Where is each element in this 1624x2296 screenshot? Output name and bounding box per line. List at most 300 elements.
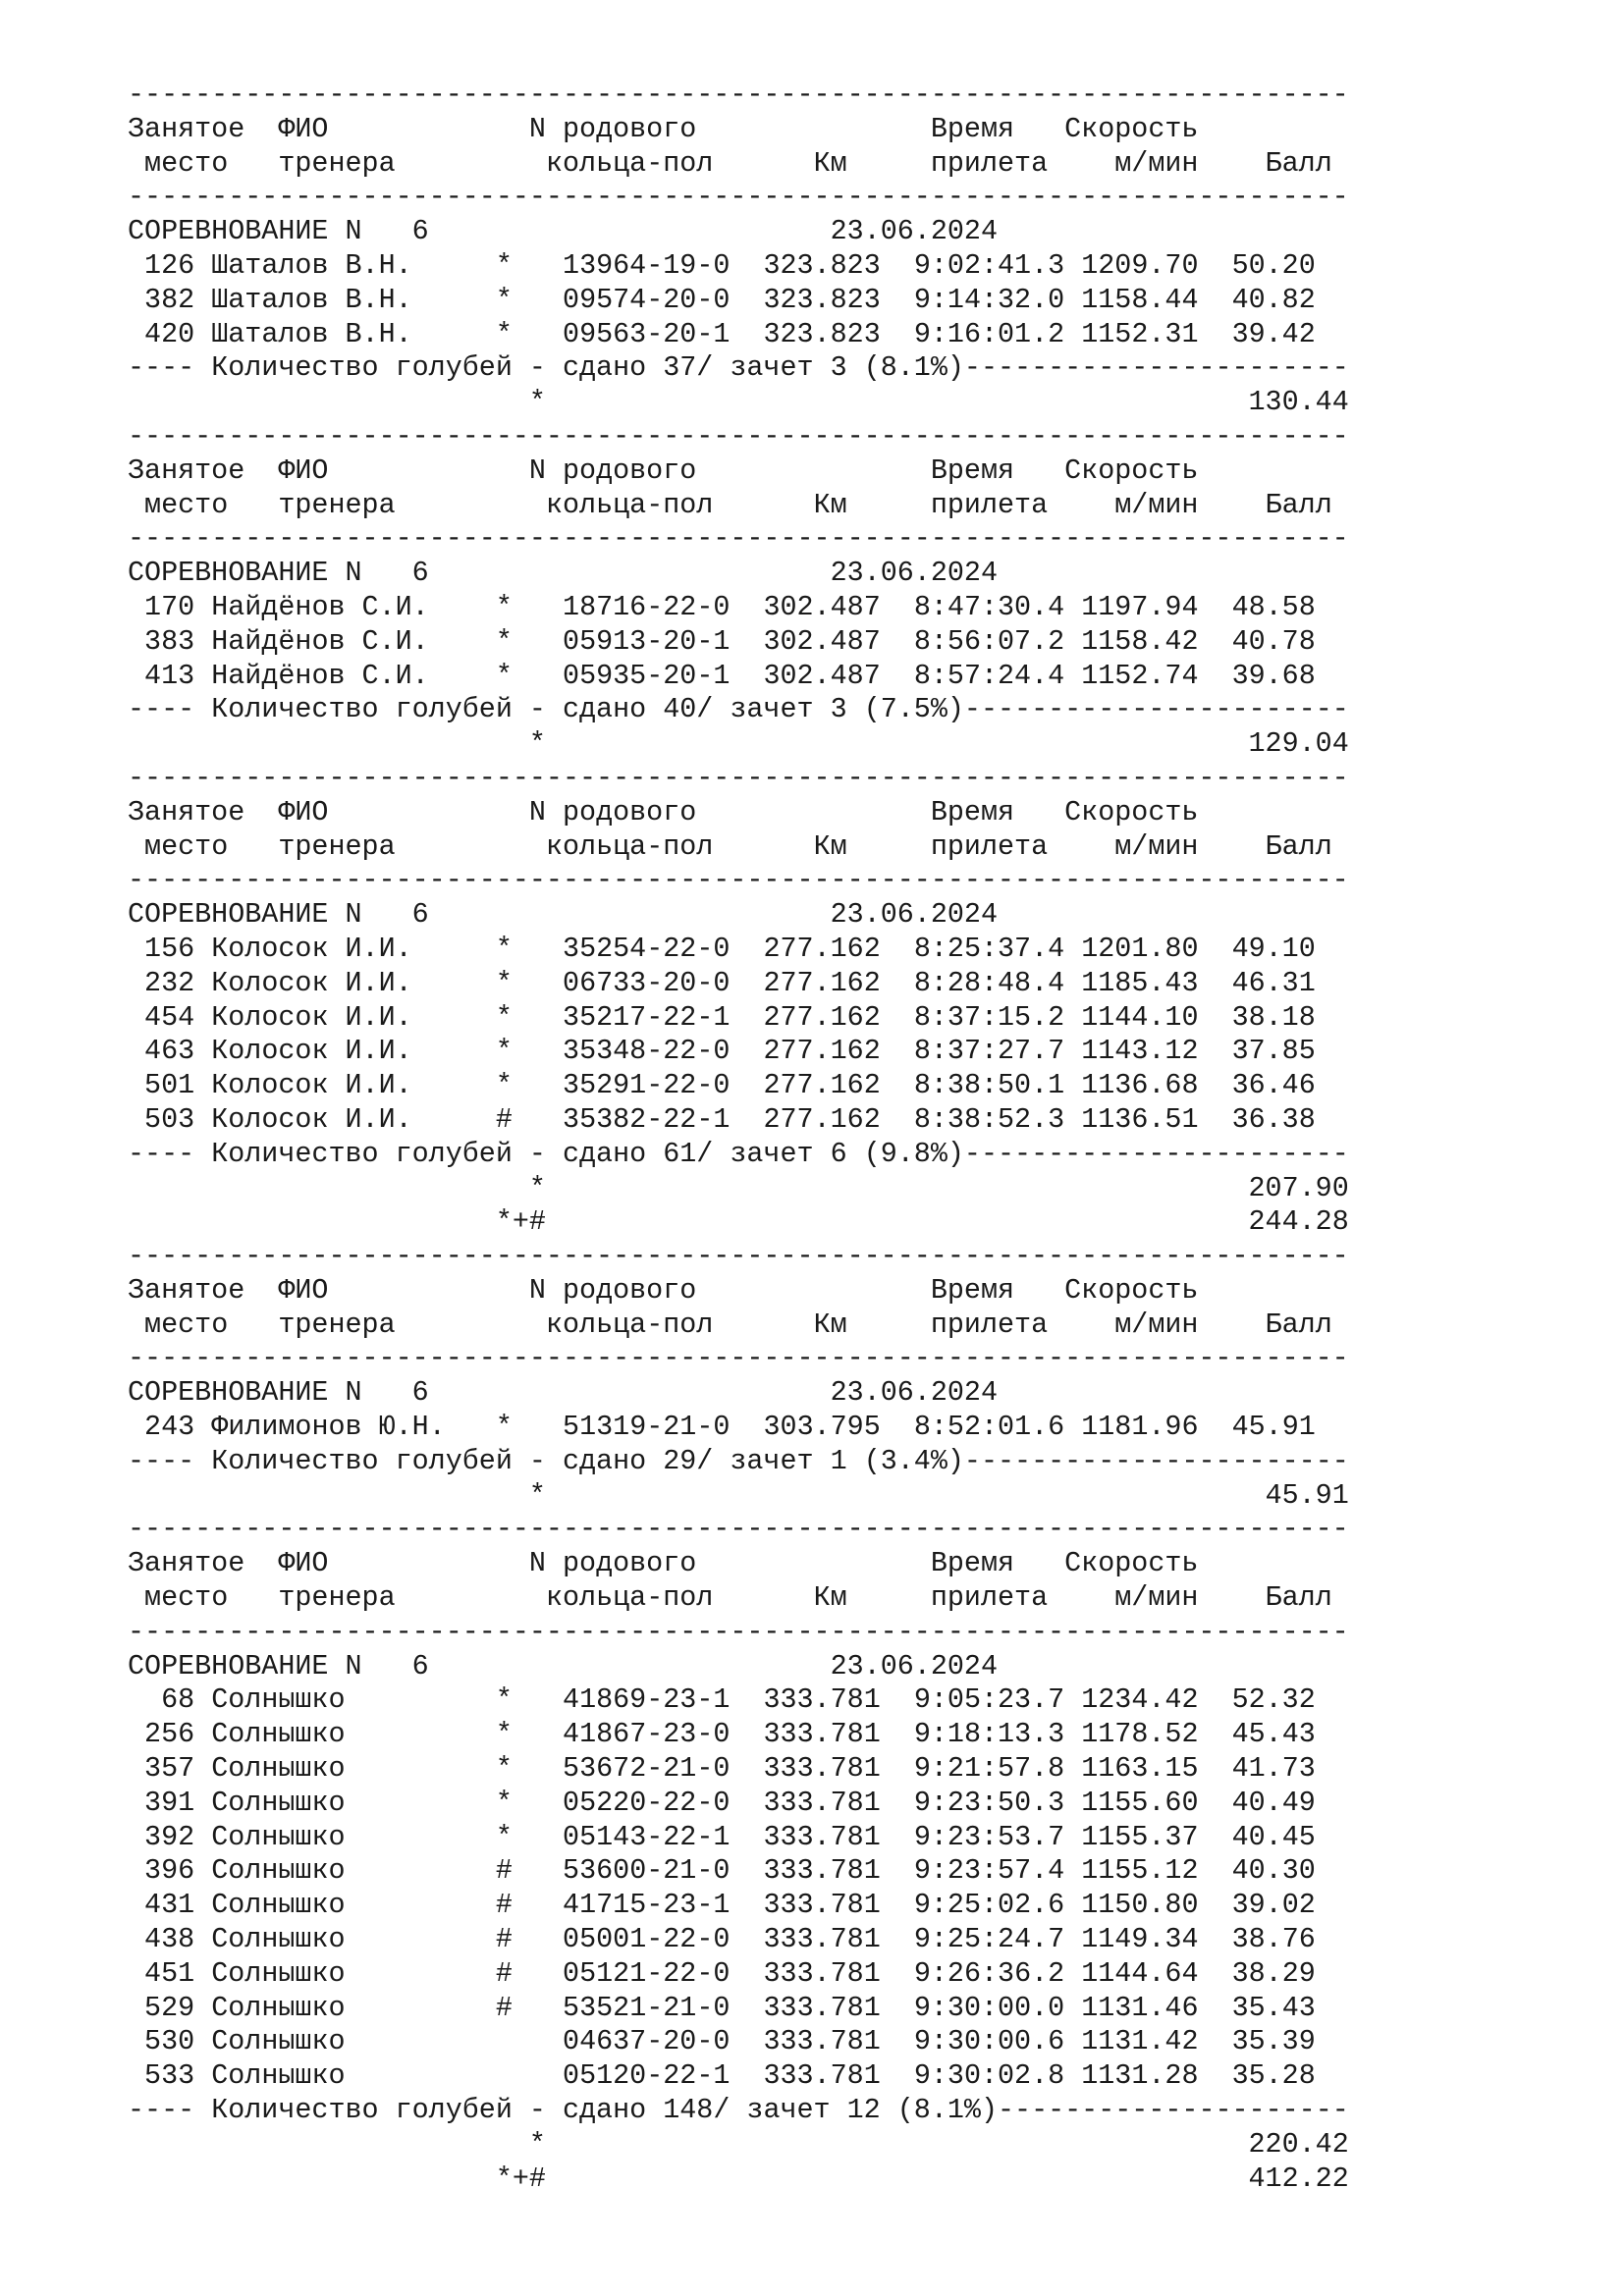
mark: * [495, 1411, 513, 1444]
results-sheet [128, 79, 1502, 2196]
score: 37.85 [1231, 1035, 1316, 1068]
competition-date: 23.06.2024 [830, 557, 998, 590]
ring-number: 41869-23-1 [563, 1683, 731, 1717]
mark: * [495, 1786, 513, 1819]
col-head-place: Занятое [128, 112, 245, 145]
mark: # [495, 1889, 513, 1922]
place: 501 [144, 1069, 195, 1102]
trainer-name: Колосок И.И. [211, 1035, 412, 1068]
result-row [128, 284, 1502, 318]
speed: 1131.28 [1081, 2059, 1199, 2093]
distance-km: 333.781 [763, 2059, 881, 2093]
speed: 1144.64 [1081, 1956, 1199, 1990]
distance-km: 302.487 [763, 590, 881, 623]
col-head-place-2: место [144, 829, 229, 863]
place: 126 [144, 248, 195, 282]
distance-km: 333.781 [763, 1820, 881, 1853]
place: 463 [144, 1035, 195, 1068]
score: 40.82 [1231, 283, 1316, 316]
mark: * [495, 1683, 513, 1717]
distance-km: 277.162 [763, 966, 881, 999]
place: 530 [144, 2025, 195, 2058]
col-head-speed-2: м/мин [1114, 488, 1199, 521]
result-row [128, 2025, 1502, 2059]
col-head-speed-2: м/мин [1114, 1308, 1199, 1341]
col-head-ring: N родового [528, 795, 697, 828]
col-head-km: Км [813, 829, 847, 863]
mark: * [495, 1069, 513, 1102]
place: 256 [144, 1718, 195, 1751]
col-head-speed-2: м/мин [1114, 829, 1199, 863]
distance-km: 333.781 [763, 1889, 881, 1922]
ring-number: 05220-22-0 [563, 1786, 731, 1819]
score: 39.68 [1231, 659, 1316, 692]
result-row [128, 1889, 1502, 1923]
result-row [128, 1683, 1502, 1718]
trainer-name: Солнышко [211, 2059, 346, 2093]
ring-number: 05121-22-0 [563, 1956, 731, 1990]
score: 38.29 [1231, 1956, 1316, 1990]
score: 40.30 [1231, 1854, 1316, 1888]
trainer-name: Колосок И.И. [211, 1000, 412, 1034]
distance-km: 277.162 [763, 1102, 881, 1136]
total-score: 412.22 [1248, 2162, 1349, 2195]
col-head-km: Км [813, 1308, 847, 1341]
ring-number: 41715-23-1 [563, 1889, 731, 1922]
arrival-time: 9:16:01.2 [913, 317, 1065, 350]
separator-line: ------------------------------------------------------------------------- [128, 181, 1349, 214]
result-row [128, 1854, 1502, 1889]
speed: 1131.42 [1081, 2025, 1199, 2058]
result-row [128, 1718, 1502, 1752]
col-head-ring-2: кольца-пол [545, 1581, 714, 1615]
col-head-time-2: прилета [930, 146, 1049, 180]
score: 45.43 [1231, 1718, 1316, 1751]
count-line: ---- Количество голубей - сдано 40/ зачет 3 (7.5%)----------------------- [128, 693, 1349, 726]
total-mark: * [528, 386, 546, 419]
col-head-time: Время [930, 1273, 1015, 1307]
mark: * [495, 966, 513, 999]
arrival-time: 9:30:00.6 [913, 2025, 1065, 2058]
score: 40.49 [1231, 1786, 1316, 1819]
credited-count: 1 [830, 1444, 847, 1477]
place: 533 [144, 2059, 195, 2093]
speed: 1234.42 [1081, 1683, 1199, 1717]
col-head-place: Занятое [128, 454, 245, 487]
speed: 1209.70 [1081, 248, 1199, 282]
result-row [128, 1411, 1502, 1445]
distance-km: 277.162 [763, 1035, 881, 1068]
speed: 1150.80 [1081, 1889, 1199, 1922]
arrival-time: 8:38:50.1 [913, 1069, 1065, 1102]
mark: * [495, 624, 513, 658]
trainer-name: Найдёнов С.И. [211, 624, 429, 658]
speed: 1197.94 [1081, 590, 1199, 623]
trainer-name: Солнышко [211, 1752, 346, 1786]
ring-number: 04637-20-0 [563, 2025, 731, 2058]
place: 438 [144, 1923, 195, 1956]
competition-number: 6 [411, 557, 429, 590]
trainer-name: Шаталов В.Н. [211, 248, 412, 282]
distance-km: 333.781 [763, 1718, 881, 1751]
col-head-ring-2: кольца-пол [545, 488, 714, 521]
col-head-name-2: тренера [278, 488, 396, 521]
speed: 1155.12 [1081, 1854, 1199, 1888]
ring-number: 05143-22-1 [563, 1820, 731, 1853]
col-head-score: Балл [1265, 488, 1332, 521]
trainer-name: Солнышко [211, 1923, 346, 1956]
speed: 1144.10 [1081, 1000, 1199, 1034]
separator-line: ------------------------------------------------------------------------- [128, 419, 1349, 453]
score: 50.20 [1231, 248, 1316, 282]
arrival-time: 9:23:50.3 [913, 1786, 1065, 1819]
separator-line: ------------------------------------------------------------------------- [128, 1513, 1349, 1546]
ring-number: 13964-19-0 [563, 248, 731, 282]
col-head-speed: Скорость [1064, 454, 1199, 487]
total-score: 45.91 [1265, 1478, 1349, 1512]
competition-label: СОРЕВНОВАНИЕ N [128, 557, 362, 590]
arrival-time: 9:30:02.8 [913, 2059, 1065, 2093]
col-head-km: Км [813, 1581, 847, 1615]
credit-percent: (8.1%) [896, 2094, 998, 2127]
col-head-name: ФИО [278, 1547, 329, 1580]
col-head-time: Время [930, 454, 1015, 487]
col-head-place: Занятое [128, 795, 245, 828]
trainer-name: Солнышко [211, 1854, 346, 1888]
competition-date: 23.06.2024 [830, 1376, 998, 1410]
count-label: Количество голубей - сдано [211, 2094, 647, 2127]
col-head-place: Занятое [128, 1547, 245, 1580]
result-row [128, 625, 1502, 660]
total-line [128, 727, 1502, 762]
place: 156 [144, 932, 195, 965]
distance-km: 333.781 [763, 1752, 881, 1786]
competition-date: 23.06.2024 [830, 1649, 998, 1682]
total-mark: * [528, 2127, 546, 2161]
header-row-1 [128, 113, 1502, 147]
col-head-ring: N родового [528, 112, 697, 145]
total-mark: * [528, 1478, 546, 1512]
place: 413 [144, 659, 195, 692]
arrival-time: 9:14:32.0 [913, 283, 1065, 316]
mark: * [495, 590, 513, 623]
distance-km: 333.781 [763, 1991, 881, 2024]
speed: 1158.42 [1081, 624, 1199, 658]
distance-km: 277.162 [763, 1000, 881, 1034]
col-head-name-2: тренера [278, 1581, 396, 1615]
credited-count: 12 [846, 2094, 881, 2127]
col-head-km: Км [813, 146, 847, 180]
place: 451 [144, 1956, 195, 1990]
ring-number: 35291-22-0 [563, 1069, 731, 1102]
trainer-name: Солнышко [211, 1820, 346, 1853]
distance-km: 277.162 [763, 932, 881, 965]
col-head-name: ФИО [278, 1273, 329, 1307]
arrival-time: 9:30:00.0 [913, 1991, 1065, 2024]
header-row-2 [128, 830, 1502, 865]
place: 357 [144, 1752, 195, 1786]
trainer-name: Солнышко [211, 1718, 346, 1751]
col-head-time: Время [930, 112, 1015, 145]
score: 52.32 [1231, 1683, 1316, 1717]
distance-km: 333.781 [763, 2025, 881, 2058]
place: 68 [161, 1683, 195, 1717]
count-label: Количество голубей - сдано [211, 693, 647, 726]
credited-count: 3 [830, 351, 847, 385]
score: 38.18 [1231, 1000, 1316, 1034]
total-score: 207.90 [1248, 1171, 1349, 1204]
speed: 1152.31 [1081, 317, 1199, 350]
trainer-name: Филимонов Ю.Н. [211, 1411, 446, 1444]
trainer-name: Колосок И.И. [211, 932, 412, 965]
col-head-speed-2: м/мин [1114, 1581, 1199, 1615]
place: 170 [144, 590, 195, 623]
competition-line [128, 1376, 1502, 1411]
result-row [128, 1821, 1502, 1855]
mark: * [495, 1035, 513, 1068]
competition-date: 23.06.2024 [830, 215, 998, 248]
speed: 1201.80 [1081, 932, 1199, 965]
mark: * [495, 1752, 513, 1786]
distance-km: 323.823 [763, 317, 881, 350]
col-head-place-2: место [144, 1308, 229, 1341]
arrival-time: 8:57:24.4 [913, 659, 1065, 692]
competition-number: 6 [411, 898, 429, 932]
header-row-1 [128, 1274, 1502, 1308]
result-row [128, 933, 1502, 967]
score: 40.78 [1231, 624, 1316, 658]
credit-label: зачет [730, 693, 814, 726]
trainer-name: Колосок И.И. [211, 1069, 412, 1102]
ring-number: 53600-21-0 [563, 1854, 731, 1888]
mark: # [495, 1956, 513, 1990]
arrival-time: 8:47:30.4 [913, 590, 1065, 623]
place: 529 [144, 1991, 195, 2024]
result-row [128, 1035, 1502, 1069]
speed: 1178.52 [1081, 1718, 1199, 1751]
competition-date: 23.06.2024 [830, 898, 998, 932]
credit-percent: (3.4%) [863, 1444, 964, 1477]
ring-number: 05935-20-1 [563, 659, 731, 692]
col-head-time-2: прилета [930, 1581, 1049, 1615]
handed-count: 37 [663, 351, 697, 385]
score: 49.10 [1231, 932, 1316, 965]
mark: * [495, 248, 513, 282]
trainer-name: Солнышко [211, 1683, 346, 1717]
distance-km: 277.162 [763, 1069, 881, 1102]
competition-label: СОРЕВНОВАНИЕ N [128, 1376, 362, 1410]
col-head-name: ФИО [278, 112, 329, 145]
speed: 1136.68 [1081, 1069, 1199, 1102]
trainer-name: Солнышко [211, 1786, 346, 1819]
col-head-ring-2: кольца-пол [545, 146, 714, 180]
place: 243 [144, 1411, 195, 1444]
place: 420 [144, 317, 195, 350]
arrival-time: 9:23:57.4 [913, 1854, 1065, 1888]
distance-km: 323.823 [763, 248, 881, 282]
arrival-time: 9:26:36.2 [913, 1956, 1065, 1990]
trainer-name: Колосок И.И. [211, 1102, 412, 1136]
handed-count: 61 [663, 1137, 697, 1170]
ring-number: 05120-22-1 [563, 2059, 731, 2093]
result-row [128, 1992, 1502, 2026]
place: 503 [144, 1102, 195, 1136]
total-line [128, 386, 1502, 420]
distance-km: 333.781 [763, 1854, 881, 1888]
col-head-speed-2: м/мин [1114, 146, 1199, 180]
header-row-2 [128, 1308, 1502, 1343]
col-head-score: Балл [1265, 1308, 1332, 1341]
col-head-name: ФИО [278, 795, 329, 828]
trainer-name: Солнышко [211, 2025, 346, 2058]
col-head-time-2: прилета [930, 829, 1049, 863]
col-head-name-2: тренера [278, 1308, 396, 1341]
handed-count: 148 [663, 2094, 714, 2127]
competition-number: 6 [411, 1649, 429, 1682]
header-row-1 [128, 454, 1502, 489]
ring-number: 53521-21-0 [563, 1991, 731, 2024]
place: 431 [144, 1889, 195, 1922]
col-head-time: Время [930, 1547, 1015, 1580]
mark: * [495, 283, 513, 316]
col-head-ring-2: кольца-пол [545, 1308, 714, 1341]
ring-number: 09563-20-1 [563, 317, 731, 350]
count-line: ---- Количество голубей - сдано 61/ зачет 6 (9.8%)----------------------- [128, 1137, 1349, 1170]
credited-count: 3 [830, 693, 847, 726]
total-line [128, 1479, 1502, 1514]
speed: 1149.34 [1081, 1923, 1199, 1956]
separator-line: ------------------------------------------------------------------------- [128, 1342, 1349, 1375]
distance-km: 333.781 [763, 1956, 881, 1990]
ring-number: 35348-22-0 [563, 1035, 731, 1068]
total-score: 244.28 [1248, 1205, 1349, 1239]
mark: * [495, 932, 513, 965]
col-head-name-2: тренера [278, 829, 396, 863]
col-head-place: Занятое [128, 1273, 245, 1307]
score: 35.43 [1231, 1991, 1316, 2024]
count-line: ---- Количество голубей - сдано 29/ зачет 1 (3.4%)----------------------- [128, 1444, 1349, 1477]
ring-number: 18716-22-0 [563, 590, 731, 623]
competition-line [128, 898, 1502, 933]
credit-percent: (8.1%) [863, 351, 964, 385]
arrival-time: 8:52:01.6 [913, 1411, 1065, 1444]
result-row [128, 591, 1502, 625]
competition-number: 6 [411, 1376, 429, 1410]
col-head-speed: Скорость [1064, 795, 1199, 828]
mark: * [495, 1000, 513, 1034]
speed: 1152.74 [1081, 659, 1199, 692]
total-line [128, 1172, 1502, 1206]
result-row [128, 1103, 1502, 1138]
mark: # [495, 1102, 513, 1136]
score: 48.58 [1231, 590, 1316, 623]
trainer-name: Шаталов В.Н. [211, 317, 412, 350]
count-label: Количество голубей - сдано [211, 1137, 647, 1170]
score: 41.73 [1231, 1752, 1316, 1786]
result-row [128, 2059, 1502, 2094]
result-row [128, 1787, 1502, 1821]
credit-label: зачет [746, 2094, 831, 2127]
arrival-time: 9:18:13.3 [913, 1718, 1065, 1751]
place: 383 [144, 624, 195, 658]
place: 454 [144, 1000, 195, 1034]
col-head-speed: Скорость [1064, 1273, 1199, 1307]
col-head-km: Км [813, 488, 847, 521]
credit-percent: (9.8%) [863, 1137, 964, 1170]
col-head-place-2: место [144, 1581, 229, 1615]
result-row [128, 1752, 1502, 1787]
ring-number: 09574-20-0 [563, 283, 731, 316]
ring-number: 53672-21-0 [563, 1752, 731, 1786]
ring-number: 35254-22-0 [563, 932, 731, 965]
ring-number: 51319-21-0 [563, 1411, 731, 1444]
header-row-1 [128, 796, 1502, 830]
mark: * [495, 659, 513, 692]
trainer-name: Солнышко [211, 1889, 346, 1922]
score: 40.45 [1231, 1820, 1316, 1853]
distance-km: 303.795 [763, 1411, 881, 1444]
total-score: 129.04 [1248, 727, 1349, 761]
total-mark: *+# [495, 1205, 546, 1239]
speed: 1163.15 [1081, 1752, 1199, 1786]
ring-number: 05913-20-1 [563, 624, 731, 658]
result-row [128, 1069, 1502, 1103]
header-row-1 [128, 1547, 1502, 1581]
trainer-name: Найдёнов С.И. [211, 590, 429, 623]
col-head-speed: Скорость [1064, 112, 1199, 145]
arrival-time: 9:23:53.7 [913, 1820, 1065, 1853]
arrival-time: 8:56:07.2 [913, 624, 1065, 658]
credit-percent: (7.5%) [863, 693, 964, 726]
score: 36.46 [1231, 1069, 1316, 1102]
score: 36.38 [1231, 1102, 1316, 1136]
place: 391 [144, 1786, 195, 1819]
col-head-ring-2: кольца-пол [545, 829, 714, 863]
count-label: Количество голубей - сдано [211, 351, 647, 385]
col-head-time-2: прилета [930, 1308, 1049, 1341]
speed: 1155.37 [1081, 1820, 1199, 1853]
separator-line: ------------------------------------------------------------------------- [128, 1240, 1349, 1273]
total-mark: *+# [495, 2162, 546, 2195]
arrival-time: 9:05:23.7 [913, 1683, 1065, 1717]
credit-label: зачет [730, 351, 814, 385]
arrival-time: 8:37:15.2 [913, 1000, 1065, 1034]
ring-number: 41867-23-0 [563, 1718, 731, 1751]
distance-km: 323.823 [763, 283, 881, 316]
ring-number: 35382-22-1 [563, 1102, 731, 1136]
result-row [128, 1923, 1502, 1957]
competition-label: СОРЕВНОВАНИЕ N [128, 215, 362, 248]
trainer-name: Колосок И.И. [211, 966, 412, 999]
competition-line [128, 1650, 1502, 1684]
result-row [128, 1001, 1502, 1036]
col-head-score: Балл [1265, 1581, 1332, 1615]
ring-number: 35217-22-1 [563, 1000, 731, 1034]
total-score: 220.42 [1248, 2127, 1349, 2161]
trainer-name: Найдёнов С.И. [211, 659, 429, 692]
mark: * [495, 1820, 513, 1853]
mark: # [495, 1923, 513, 1956]
count-line: ---- Количество голубей - сдано 148/ зачет 12 (8.1%)--------------------- [128, 2094, 1349, 2127]
trainer-name: Солнышко [211, 1991, 346, 2024]
arrival-time: 8:25:37.4 [913, 932, 1065, 965]
count-label: Количество голубей - сдано [211, 1444, 647, 1477]
mark: * [495, 1718, 513, 1751]
handed-count: 29 [663, 1444, 697, 1477]
col-head-name: ФИО [278, 454, 329, 487]
score: 38.76 [1231, 1923, 1316, 1956]
place: 396 [144, 1854, 195, 1888]
